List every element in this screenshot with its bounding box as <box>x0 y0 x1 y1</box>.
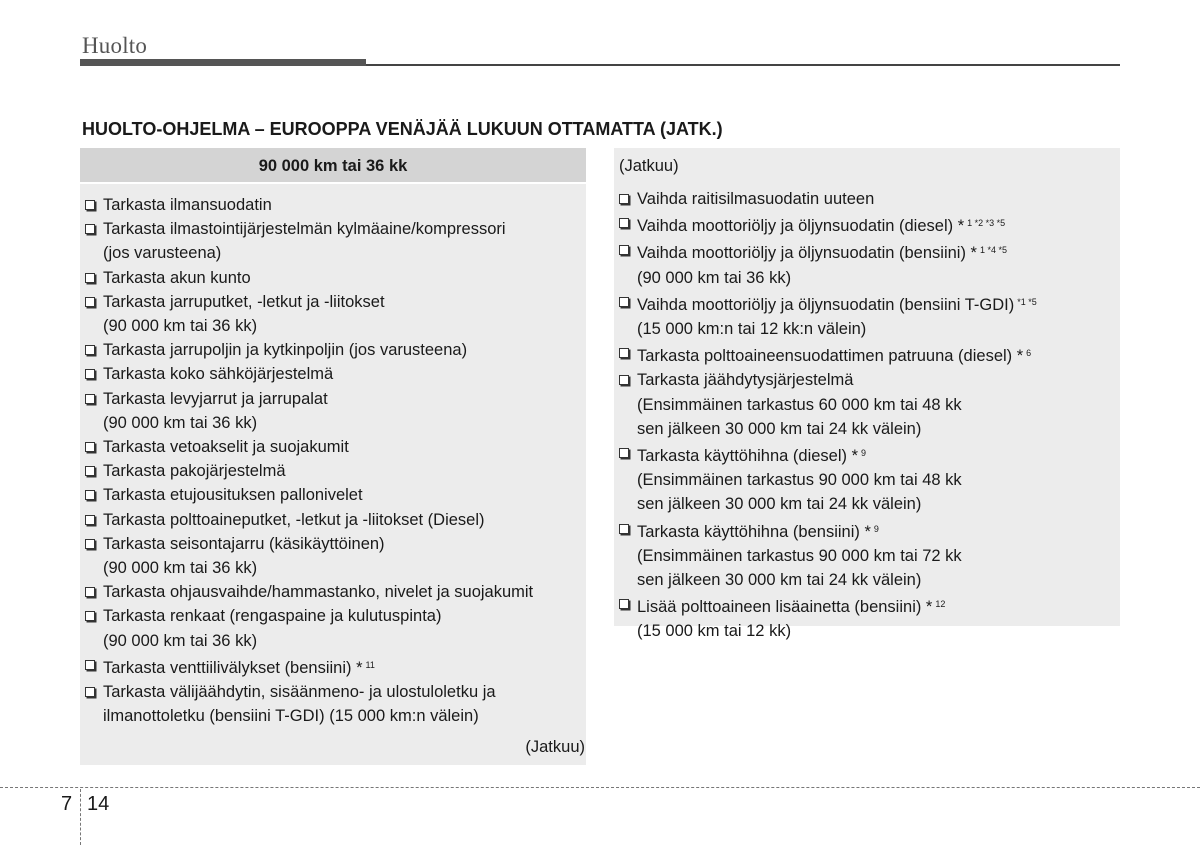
footer-dashed-rule <box>0 787 1200 788</box>
checklist-item <box>85 193 580 217</box>
checklist-line: Tarkasta ilmastointijärjestelmän kylmäaine/kompressori <box>103 220 506 239</box>
checklist-item-text <box>103 387 580 435</box>
checklist-item <box>619 187 1114 211</box>
checklist-item <box>619 211 1114 238</box>
checkbox-icon <box>85 466 95 476</box>
checklist-line: Tarkasta koko sähköjärjestelmä <box>103 365 334 384</box>
checklist-item-text <box>103 532 580 580</box>
checklist-line: Tarkasta välijäähdytin, sisäänmeno- ja ulostuloletku ja <box>103 683 496 702</box>
checkbox-icon <box>619 524 629 534</box>
checklist-line: Vaihda raitisilmasuodatin uuteen <box>637 190 875 208</box>
checklist-line: Tarkasta polttoaineensuodattimen patruuna (diesel) * $^6$ <box>637 347 1032 366</box>
page-number: 14 <box>87 793 110 815</box>
checklist-line: (15 000 km tai 12 kk) <box>637 622 792 641</box>
checklist-item-text <box>637 238 1114 289</box>
header-rule-thin <box>366 64 1120 66</box>
right-checklist <box>619 187 1114 644</box>
footnote-marker: 6 <box>1026 348 1032 359</box>
checklist-line: Tarkasta polttoaineputket, -letkut ja -liitokset (Diesel) <box>103 510 485 529</box>
checklist-item <box>85 362 580 386</box>
checkbox-icon <box>619 218 629 228</box>
checklist-line: Lisää polttoaineen lisäainetta (bensiini) * $^{12}$ <box>637 598 946 617</box>
checklist-item-text <box>103 217 580 265</box>
checklist-line: (15 000 km:n tai 12 kk:n välein) <box>637 320 867 339</box>
checklist-line: Tarkasta vetoakselit ja suojakumit <box>103 438 349 457</box>
checklist-item-text <box>103 653 580 680</box>
checklist-line: Vaihda moottoriöljy ja öljynsuodatin (bensiini T-GDI) $^{*1 *5}$ <box>637 295 1037 314</box>
footnote-marker: 1 *2 *3 *5 <box>967 218 1006 229</box>
checklist-line: Tarkasta jarruputket, -letkut ja -liitokset <box>103 292 385 311</box>
checklist-item <box>619 238 1114 289</box>
checkbox-icon <box>85 660 95 670</box>
checklist-line: (Ensimmäinen tarkastus 60 000 km tai 48 kk <box>637 395 962 414</box>
checkbox-icon <box>85 611 95 621</box>
checkbox-icon <box>85 200 95 210</box>
checkbox-icon <box>619 297 629 307</box>
checklist-line: sen jälkeen 30 000 km tai 24 kk välein) <box>637 571 922 590</box>
checklist-line: (90 000 km tai 36 kk) <box>103 413 258 432</box>
chapter-number: 7 <box>61 793 73 815</box>
checklist-item <box>85 459 580 483</box>
checklist-item <box>85 217 580 265</box>
checklist-line: Tarkasta renkaat (rengaspaine ja kulutuspinta) <box>103 607 442 626</box>
checklist-item-text <box>103 435 580 459</box>
checkbox-icon <box>85 687 95 697</box>
checklist-line: Tarkasta venttiilivälykset (bensiini) * $^{11}$ <box>103 658 375 677</box>
checklist-item-text <box>103 290 580 338</box>
checklist-item <box>619 592 1114 643</box>
checklist-item-text <box>103 680 580 728</box>
section-title: Huolto <box>82 33 148 58</box>
checklist-line: (90 000 km tai 36 kk) <box>103 631 258 650</box>
checklist-item-text <box>103 508 580 532</box>
checkbox-icon <box>619 375 629 385</box>
checklist-line: Tarkasta käyttöhihna (diesel) * $^9$ <box>637 447 867 466</box>
checklist-item <box>619 368 1114 441</box>
checklist-item-text <box>103 266 580 290</box>
checklist-line: Tarkasta käyttöhihna (bensiini) * $^9$ <box>637 522 879 541</box>
footnote-marker: *1 *5 <box>1017 296 1037 307</box>
checklist-item-text <box>637 187 1114 211</box>
checkbox-icon <box>85 297 95 307</box>
checklist-item-text <box>637 592 1114 643</box>
checkbox-icon <box>85 515 95 525</box>
checklist-line: Vaihda moottoriöljy ja öljynsuodatin (diesel) * $^{1 *2 *3 *5}$ <box>637 217 1006 236</box>
footer-dashed-divider <box>80 789 81 845</box>
checkbox-icon <box>85 539 95 549</box>
checklist-item <box>85 532 580 580</box>
checklist-item-text <box>637 211 1114 238</box>
checklist-item-text <box>103 338 580 362</box>
checklist-item-text <box>103 362 580 386</box>
checklist-line: (Ensimmäinen tarkastus 90 000 km tai 48 kk <box>637 471 962 490</box>
checklist-item <box>85 604 580 652</box>
checklist-line: (jos varusteena) <box>103 244 222 263</box>
checklist-line: Vaihda moottoriöljy ja öljynsuodatin (bensiini) * $^{1 *4 *5}$ <box>637 244 1007 263</box>
checklist-item <box>619 441 1114 517</box>
checkbox-icon <box>85 273 95 283</box>
checklist-item-text <box>637 368 1114 441</box>
footnote-marker: 1 *4 *5 <box>979 245 1007 256</box>
checklist-line: ilmanottoletku (bensiini T-GDI) (15 000 km:n välein) <box>103 707 479 726</box>
checklist-line: Tarkasta levyjarrut ja jarrupalat <box>103 389 328 408</box>
checklist-item-text <box>637 290 1114 341</box>
checklist-line: Tarkasta pakojärjestelmä <box>103 462 286 481</box>
checklist-item <box>85 680 580 728</box>
left-checklist <box>85 193 580 728</box>
checkbox-icon <box>619 599 629 609</box>
checklist-item <box>85 266 580 290</box>
checklist-line: Tarkasta ilmansuodatin <box>103 196 272 214</box>
checklist-line: sen jälkeen 30 000 km tai 24 kk välein) <box>637 419 922 438</box>
left-column-title: 90 000 km tai 36 kk <box>80 148 586 184</box>
checklist-item-text <box>103 459 580 483</box>
header-rule-thick <box>80 59 366 66</box>
checklist-item <box>85 387 580 435</box>
checkbox-icon <box>85 394 95 404</box>
checklist-line: (90 000 km tai 36 kk) <box>103 559 258 578</box>
checklist-item <box>85 580 580 604</box>
footnote-marker: 11 <box>365 659 375 670</box>
checklist-line: Tarkasta akun kunto <box>103 268 251 287</box>
checklist-item <box>619 517 1114 593</box>
checklist-line: Tarkasta seisontajarru (käsikäyttöinen) <box>103 534 385 553</box>
checkbox-icon <box>619 245 629 255</box>
checklist-item <box>619 290 1114 341</box>
checkbox-icon <box>85 490 95 500</box>
checklist-item-text <box>103 604 580 652</box>
checkbox-icon <box>619 348 629 358</box>
checkbox-icon <box>85 369 95 379</box>
footnote-marker: 9 <box>873 523 879 534</box>
checkbox-icon <box>85 587 95 597</box>
checklist-item <box>85 508 580 532</box>
checklist-item-text <box>103 580 580 604</box>
right-continued-note: (Jatkuu) <box>619 157 679 175</box>
checkbox-icon <box>85 442 95 452</box>
checklist-line: (Ensimmäinen tarkastus 90 000 km tai 72 kk <box>637 546 962 565</box>
checklist-line: sen jälkeen 30 000 km tai 24 kk välein) <box>637 495 922 514</box>
checklist-item <box>85 290 580 338</box>
checklist-item-text <box>637 341 1114 368</box>
checklist-item <box>85 653 580 680</box>
checklist-line: Tarkasta ohjausvaihde/hammastanko, nivelet ja suojakumit <box>103 583 534 602</box>
checklist-line: Tarkasta jarrupoljin ja kytkinpoljin (jos varusteena) <box>103 341 468 360</box>
checkbox-icon <box>85 224 95 234</box>
checklist-line: Tarkasta jäähdytysjärjestelmä <box>637 371 854 390</box>
checklist-line: Tarkasta etujousituksen pallonivelet <box>103 486 363 505</box>
checklist-item-text <box>637 441 1114 517</box>
checklist-line: (90 000 km tai 36 kk) <box>637 268 792 287</box>
page-heading: HUOLTO-OHJELMA – EUROOPPA VENÄJÄÄ LUKUUN OTTAMATTA (JATK.) <box>82 119 723 139</box>
checklist-item-text <box>103 483 580 507</box>
checklist-item <box>85 483 580 507</box>
checklist-item <box>85 435 580 459</box>
checkbox-icon <box>85 345 95 355</box>
checkbox-icon <box>619 448 629 458</box>
checklist-item-text <box>103 193 580 217</box>
checklist-item-text <box>637 517 1114 593</box>
checklist-item <box>85 338 580 362</box>
left-continued-note: (Jatkuu) <box>525 738 585 756</box>
checkbox-icon <box>619 194 629 204</box>
footnote-marker: 12 <box>935 599 946 610</box>
checklist-line: (90 000 km tai 36 kk) <box>103 317 258 336</box>
footnote-marker: 9 <box>861 448 867 459</box>
checklist-item <box>619 341 1114 368</box>
